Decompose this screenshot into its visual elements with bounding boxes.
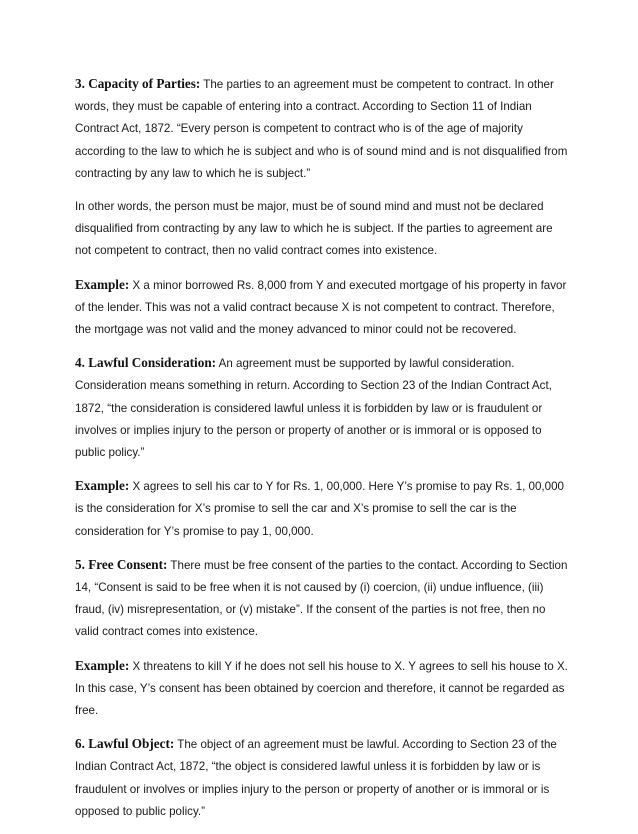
section-heading: 6. Lawful Object: bbox=[75, 736, 175, 752]
paragraph-example-minor bbox=[75, 274, 571, 342]
paragraph-text: There must be free consent of the parties to the contact. According to Section 14, “Consent is said to be free when it is not caused by (i) coercion, (ii) undue influence, (iii) fraud, (iv) misrepresentation, or (v) mistake”. If the consent of the parties is not free, then no valid contract comes into existence. bbox=[75, 558, 568, 639]
paragraph-example-coercion bbox=[75, 655, 571, 723]
document-page bbox=[75, 73, 571, 834]
paragraph-capacity-of-parties bbox=[75, 73, 571, 185]
paragraph-text: The parties to an agreement must be competent to contract. In other words, they must be capable of entering into a contract. According to Section 11 of Indian Contract Act, 1872. “Every person is competent to contract who is of the age of majority according to the law to which he is subject and who is of sound mind and is not disqualified from contracting by any law to which he is subject.” bbox=[75, 78, 568, 180]
paragraph-text: An agreement must be supported by lawful consideration. Consideration means something in return. According to Section 23 of the Indian Contract Act, 1872, “the consideration is considered lawful unless it is forbidden by law or is fraudulent or involves or implies injury to the person or property of another or is immoral or is opposed to public policy.” bbox=[75, 357, 552, 460]
paragraph-capacity-explanation bbox=[75, 196, 571, 263]
paragraph-text: X a minor borrowed Rs. 8,000 from Y and executed mortgage of his property in favor of the lender. This was not a valid contract because X is not competent to contract. Therefore, the mortgage was not valid and the money advanced to minor could not be recovered. bbox=[75, 278, 567, 337]
example-heading: Example: bbox=[75, 276, 130, 292]
paragraph-lawful-object bbox=[75, 733, 571, 823]
example-heading: Example: bbox=[75, 657, 130, 673]
paragraph-text: X threatens to kill Y if he does not sell his house to X. Y agrees to sell his house to X. In this case, Y’s consent has been obtained by coercion and therefore, it cannot be regarded as free. bbox=[75, 659, 568, 718]
section-heading: 4. Lawful Consideration: bbox=[75, 355, 217, 371]
section-heading: 5. Free Consent: bbox=[75, 556, 168, 572]
paragraph-free-consent bbox=[75, 554, 571, 644]
paragraph-text: The object of an agreement must be lawful. According to Section 23 of the Indian Contract Act, 1872, “the object is considered lawful unless it is forbidden by law or is fraudulent or involves or implies injury to the person or property of another or is immoral or is opposed to public policy.” bbox=[75, 738, 557, 818]
paragraph-example-car bbox=[75, 475, 571, 543]
paragraph-lawful-consideration bbox=[75, 352, 571, 464]
section-heading: 3. Capacity of Parties: bbox=[75, 76, 201, 91]
paragraph-text: X agrees to sell his car to Y for Rs. 1, 00,000. Here Y’s promise to pay Rs. 1, 00,000 is the consideration for X’s promise to sell the car and X’s promise to sell the car is the consideration for Y’s promise to pay 1, 00,000. bbox=[75, 480, 565, 538]
example-heading: Example: bbox=[75, 478, 130, 494]
paragraph-text: In other words, the person must be major, must be of sound mind and must not be declared disqualified from contracting by any law to which he is subject. If the parties to agreement are not competent to contract, then no valid contract comes into existence. bbox=[75, 200, 553, 258]
